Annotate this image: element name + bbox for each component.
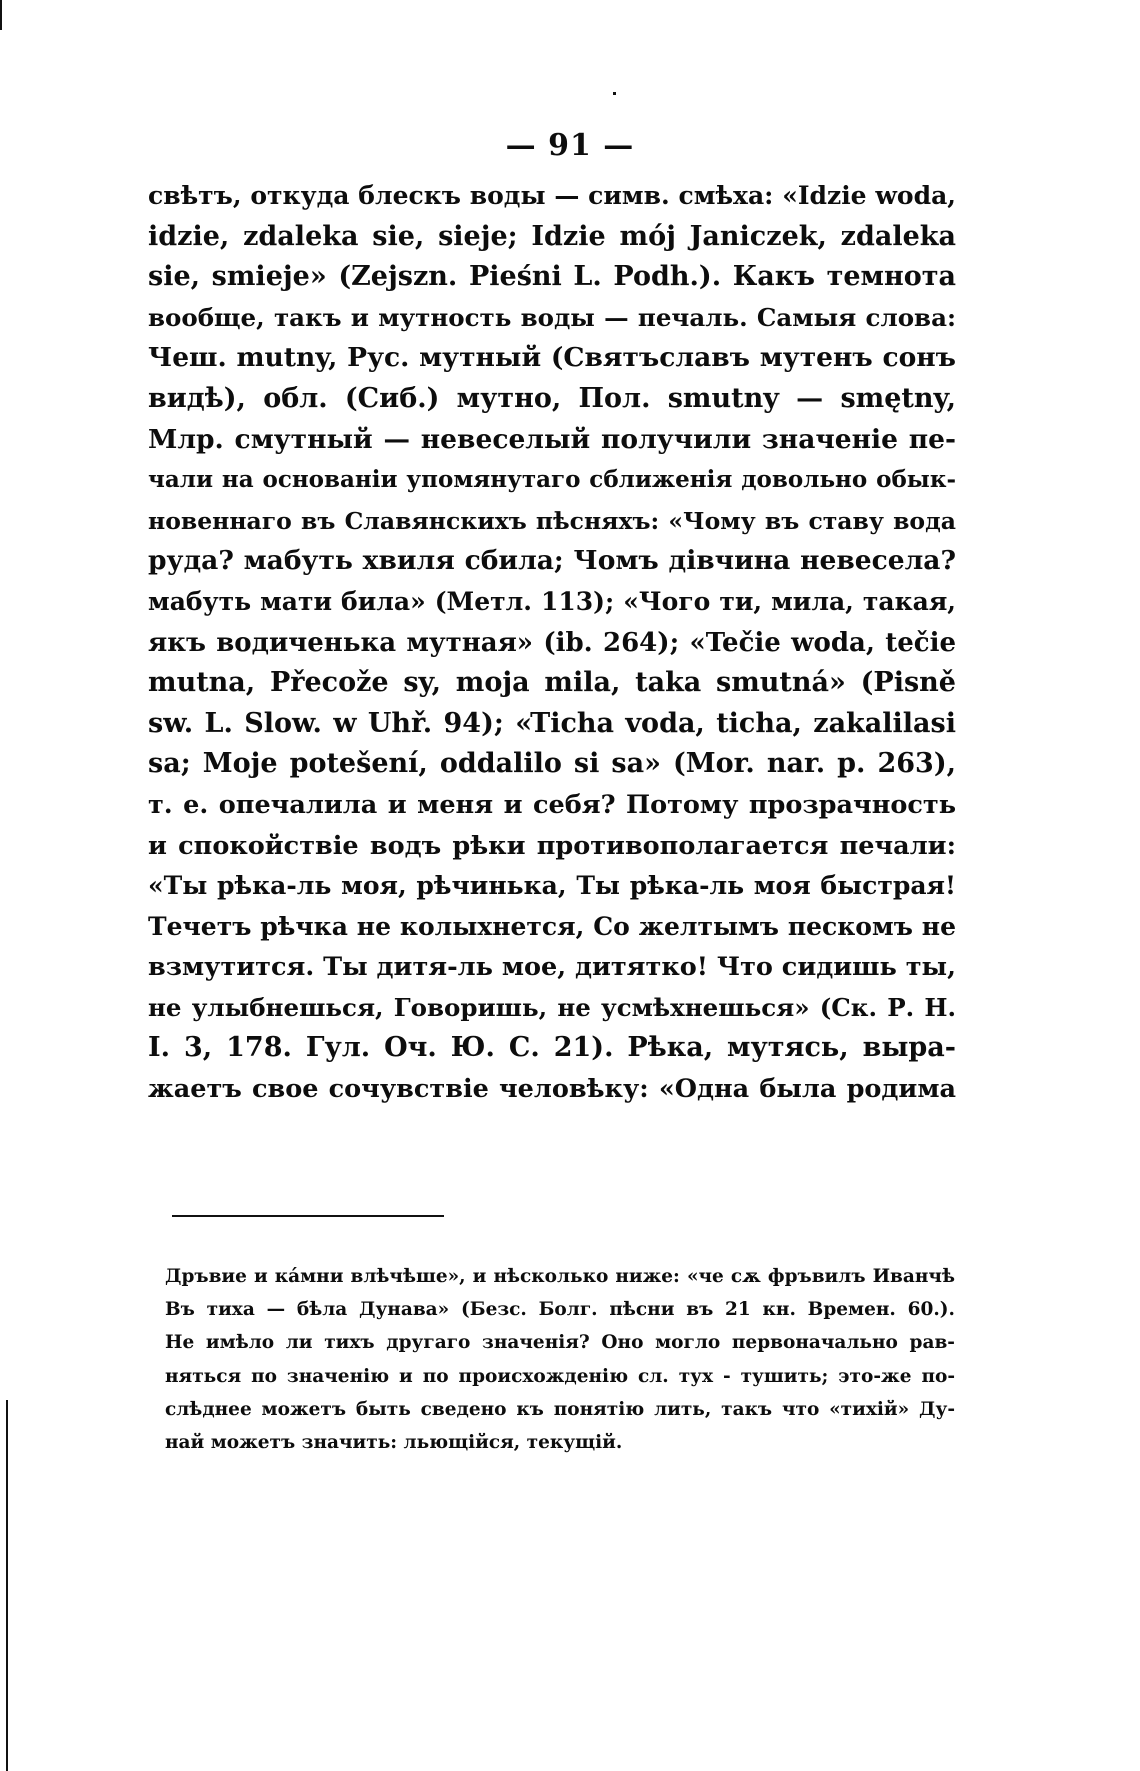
footnote-line: слѣднее можетъ быть сведено къ понятію лить, такъ что «тихій» Ду- bbox=[165, 1398, 955, 1420]
text-line: видѣ), обл. (Сиб.) мутно, Пол. smutny — smętny, bbox=[148, 382, 956, 414]
text-line: не улыбнешься, Говоришь, не усмѣхнешься» (Ск. Р. Н. bbox=[148, 992, 956, 1022]
text-line: жаетъ свое сочувствіе человѣку: «Одна была родима bbox=[148, 1074, 956, 1105]
footnote-line: Дръвие и ка́мни влѣчѣше», и нѣсколько ниже: «че сѫ фръвилъ Иванчѣ bbox=[165, 1266, 955, 1287]
text-line: «Ты рѣка-ль моя, рѣчинька, Ты рѣка-ль моя быстрая! bbox=[148, 871, 956, 901]
text-line: sie, smieje» (Zejszn. Pieśni L. Podh.). Какъ темнота bbox=[148, 261, 956, 293]
main-text-block bbox=[148, 176, 956, 1110]
text-line: Чеш. mutny, Рус. мутный (Святъславъ мутенъ сонъ bbox=[148, 342, 956, 374]
text-line: I. 3, 178. Гул. Оч. Ю. С. 21). Рѣка, мутясь, выра- bbox=[148, 1032, 956, 1064]
text-line: мабуть мати била» (Метл. 113); «Чого ти, мила, такая, bbox=[148, 586, 956, 616]
text-line: sa; Moje potešení, oddalilo si sa» (Mor. nar. p. 263), bbox=[148, 748, 956, 780]
text-line: взмутится. Ты дитя-ль мое, дитятко! Что сидишь ты, bbox=[148, 952, 956, 983]
footnote-line: най можетъ значить: льющійся, текущій. bbox=[165, 1431, 623, 1453]
text-line: и спокойствіе водъ рѣки противополагается печали: bbox=[148, 830, 956, 861]
text-line: т. е. опечалила и меня и себя? Потому прозрачность bbox=[148, 789, 956, 820]
text-line: Млр. смутный — невеселый получили значеніе пе- bbox=[148, 423, 956, 455]
scan-dot bbox=[613, 92, 616, 95]
text-line: idzie, zdaleka sie, sieje; Idzie mój Janiczek, zdaleka bbox=[148, 220, 956, 252]
text-line: вообще, такъ и мутность воды — печаль. Самыя слова: bbox=[148, 302, 956, 332]
footnote-line: Не имѣло ли тихъ другаго значенія? Оно могло первоначально рав- bbox=[165, 1332, 955, 1354]
scan-edge-mark-top bbox=[0, 0, 2, 30]
footnote-block bbox=[165, 1260, 955, 1459]
scan-edge-mark-bottom bbox=[6, 1400, 8, 1771]
page-number: — 91 — bbox=[505, 128, 635, 163]
text-line: mutna, Přecože sy, moja mila, taka smutná» (Pisně bbox=[148, 667, 956, 699]
footnote-line: Въ тиха — бѣла Дунава» (Безс. Болг. пѣсни въ 21 кн. Времен. 60.). bbox=[165, 1299, 955, 1321]
footnote-line: няться по значенію и по происхожденію сл. тух - тушить; это-же по- bbox=[165, 1365, 955, 1387]
text-line: руда? мабуть хвиля сбила; Чомъ дівчина невесела? bbox=[148, 545, 956, 577]
footnote-divider bbox=[172, 1215, 444, 1217]
text-line: чали на основаніи упомянутаго сближенія довольно обык- bbox=[148, 466, 956, 494]
text-line: новеннаго въ Славянскихъ пѣсняхъ: «Чому въ ставу вода bbox=[148, 506, 956, 535]
text-line: sw. L. Slow. w Uhř. 94); «Ticha voda, ticha, zakalilasi bbox=[148, 707, 956, 739]
text-line: свѣтъ, откуда блескъ воды — симв. смѣха: «Idzie woda, bbox=[148, 181, 956, 210]
text-line: Течетъ рѣчка не колыхнется, Со желтымъ пескомъ не bbox=[148, 911, 956, 941]
text-line: якъ водиченька мутная» (ib. 264); «Tečie woda, tečie bbox=[148, 627, 956, 658]
